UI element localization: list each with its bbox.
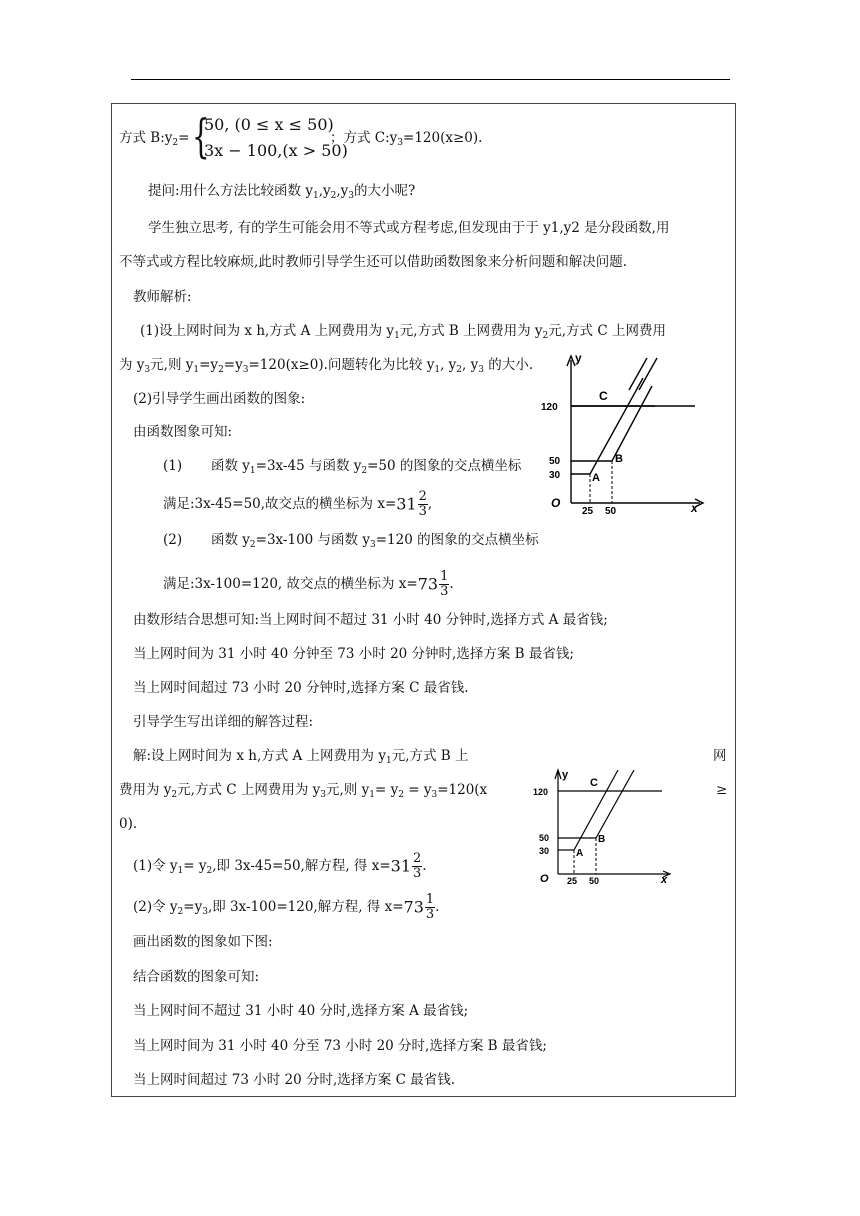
question-line: 提问:用什么方法比较函数 $y_1,y_2,y_3$的大小呢? (148, 183, 416, 201)
result-line: 当上网时间为 31 小时 40 分钟至 73 小时 20 分钟时,选择方案 B 最省钱; (133, 646, 574, 662)
solution-line: 费用为 $y_2$元,方式 C 上网费用为 $y_3$元,则 $y_1= y_2 = y_3=120(x$ (119, 782, 488, 800)
guide-line: 引导学生写出详细的解答过程: (133, 714, 314, 730)
step-1-line: (1)设上网时间为 x h,方式 A 上网费用为 $y_1$元,方式 B 上网费用为 $y_2$元,方式 C 上网费用 (140, 323, 666, 341)
final-line: 当上网时间超过 73 小时 20 分时,选择方案 C 最省钱. (133, 1072, 456, 1088)
conclusion-2-solution: 满足:3x-100=120, 故交点的横坐标为 x=73 $\frac{1}{3}$ . (163, 569, 454, 599)
equation-2: (2)令 $y_2=y_3$,即 3x-100=120,解方程, 得 x=73 $\frac{1}{3}$ . (133, 892, 440, 922)
graph2-tick-x25: 25 (567, 876, 578, 886)
conclusion-2-number: (2) (163, 532, 183, 548)
graph-x-label: x (691, 501, 698, 515)
combine-line: 结合函数的图象可知: (133, 969, 260, 985)
step-2-line: (2)引导学生画出函数的图象: (133, 391, 306, 407)
graph-y-label: y (575, 351, 582, 365)
graph2-line-c-label: C (590, 777, 598, 789)
graph-tick-30: 30 (549, 470, 561, 481)
solution-line: 解:设上网时间为 x h,方式 A 上网费用为 $y_1$元,方式 B 上 (133, 748, 469, 766)
conclusion-2-text: 函数 $y_2=3x-100$ 与函数 $y_3=120$ 的图象的交点横坐标 (211, 532, 539, 550)
graph2-y-label: y (562, 769, 569, 781)
graph2-origin-label: O (540, 873, 549, 885)
graph-tick-50: 50 (549, 456, 561, 467)
header-rule (131, 79, 730, 80)
graph2-tick-x50: 50 (589, 876, 600, 886)
graph-point-b-label: B (615, 453, 623, 465)
final-line: 当上网时间不超过 31 小时 40 分时,选择方案 A 最省钱; (133, 1003, 469, 1019)
piecewise-case-1: 50, (0 ≤ x ≤ 50) (204, 115, 334, 134)
function-graph-2 (530, 766, 675, 888)
solution-wrap-char: ≥ (716, 782, 728, 798)
paragraph-line: 不等式或方程比较麻烦,此时教师引导学生还可以借助函数图象来分析问题和解决问题. (119, 254, 628, 270)
graph-tick-120: 120 (541, 402, 558, 413)
from-graph-line: 由函数图象可知: (133, 424, 233, 440)
piecewise-case-2: 3x − 100,(x > 50) (204, 141, 348, 160)
function-graph-1 (535, 350, 710, 520)
piecewise-brace: { (192, 109, 210, 163)
graph2-point-b-label: B (598, 834, 606, 845)
solution-wrap-char: 网 (713, 748, 727, 764)
final-line: 当上网时间为 31 小时 40 分至 73 小时 20 分时,选择方案 B 最省钱; (133, 1038, 547, 1054)
solution-line: 0). (119, 816, 138, 832)
result-line: 当上网时间超过 73 小时 20 分钟时,选择方案 C 最省钱. (133, 680, 469, 696)
draw-line: 画出函数的图象如下图: (133, 934, 273, 950)
graph-tick-x25: 25 (582, 506, 594, 517)
step-1-line: 为 $y_3$元,则 $y_1=y_2=y_3=120(x\ge 0)$.问题转化为比较 $y_1$, $y_2$, $y_3$ 的大小. (119, 357, 534, 375)
graph-origin-label: O (551, 496, 561, 510)
graph-tick-x50: 50 (605, 506, 617, 517)
equation-1: (1)令 $y_1= y_2$,即 3x-45=50,解方程, 得 x=31 $\frac{2}{3}$ . (133, 851, 427, 881)
graph2-tick-120: 120 (533, 787, 549, 797)
method-c-label: ；方式 $C:y_3=120(x\ge 0)$. (330, 130, 483, 148)
graph-line-c-label: C (599, 389, 608, 403)
graph-point-a-label: A (592, 472, 600, 484)
graph2-x-label: x (661, 874, 668, 886)
conclusion-1-text: 函数 $y_1=3x-45$ 与函数 $y_2=50$ 的图象的交点横坐标 (211, 458, 522, 476)
graph2-tick-30: 30 (539, 846, 550, 856)
paragraph-line: 学生独立思考, 有的学生可能会用不等式或方程考虑,但发现由于于 y1,y2 是分段函数,用 (148, 220, 670, 236)
conclusion-1-solution: 满足:3x-45=50,故交点的横坐标为 x=31 $\frac{2}{3}$ , (163, 489, 433, 519)
result-line: 由数形结合思想可知:当上网时间不超过 31 小时 40 分钟时,选择方式 A 最省钱; (133, 612, 608, 628)
graph2-tick-50: 50 (539, 833, 550, 843)
teacher-heading: 教师解析: (133, 289, 192, 305)
graph2-point-a-label: A (576, 848, 584, 859)
method-b-label: 方式 $B:y_2=$ (119, 130, 190, 148)
conclusion-1-number: (1) (163, 458, 183, 474)
